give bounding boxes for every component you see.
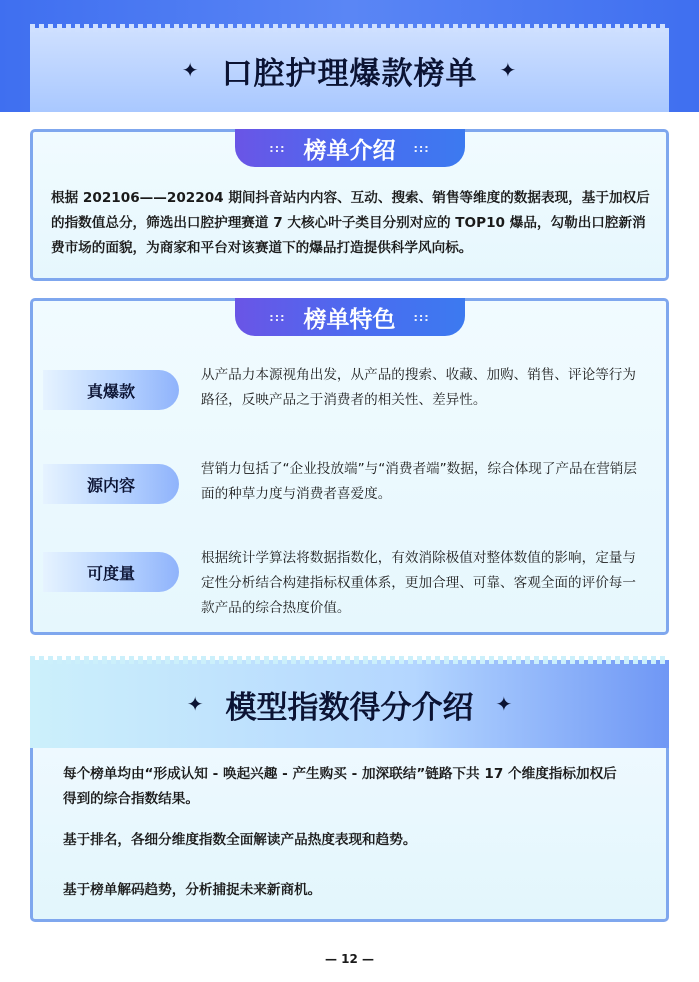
header-banner — [0, 0, 699, 112]
page-title-row — [30, 28, 669, 112]
model-section-header — [30, 660, 669, 748]
features-label-pill — [235, 298, 465, 336]
intro-label-pill — [235, 129, 465, 167]
feature-tag: 真爆款 — [43, 370, 179, 410]
model-paragraph: 每个榜单均由“形成认知 - 唤起兴趣 - 产生购买 - 加深联结”链路下共 17 个维度指标加权后得到的综合指数结果。 — [63, 766, 617, 807]
model-paragraph: 基于排名，各细分维度指数全面解读产品热度表现和趋势。 — [63, 832, 417, 848]
model-title: 模型指数得分介绍 — [225, 689, 474, 726]
sparkle-icon: ✦ — [181, 58, 200, 82]
sparkle-icon: ✦ — [186, 692, 204, 716]
dots-icon: ::: — [413, 310, 430, 324]
header-title-panel — [30, 28, 669, 112]
features-label: 榜单特色 — [303, 306, 396, 333]
feature-description: 根据统计学算法将数据指数化，有效消除极值对整体数值的影响，定量与定性分析结合构建指标权重体系，更加合理、可靠、客观全面的评价每一款产品的综合热度价值。 — [201, 550, 636, 616]
intro-text: 根据 202106——202204 期间抖音站内内容、互动、搜索、销售等维度的数据表现，基于加权后的指数值总分，筛选出口腔护理赛道 7 大核心叶子类目分别对应的 TOP10 爆品，勾勒出口腔新消费市场的面貌，为商家和平台对该赛道下的爆品打造提供科学风向标。 — [51, 190, 650, 256]
dots-icon: ::: — [413, 141, 430, 155]
sparkle-icon: ✦ — [495, 692, 513, 716]
intro-label: 榜单介绍 — [303, 137, 396, 164]
feature-description: 营销力包括了“企业投放端”与“消费者端”数据，综合体现了产品在营销层面的种草力度与消费者喜爱度。 — [201, 461, 637, 502]
model-paragraph: 基于榜单解码趋势，分析捕捉未来新商机。 — [63, 882, 322, 898]
dots-icon: ::: — [269, 310, 286, 324]
intro-card — [30, 129, 669, 281]
feature-tag: 可度量 — [43, 552, 179, 592]
dots-icon: ::: — [269, 141, 286, 155]
model-title-row — [30, 660, 669, 748]
feature-tag: 源内容 — [43, 464, 179, 504]
page-title: 口腔护理爆款榜单 — [221, 55, 478, 92]
page-number: — 12 — — [324, 952, 375, 966]
model-body — [30, 748, 669, 922]
feature-description: 从产品力本源视角出发，从产品的搜索、收藏、加购、销售、评论等行为路径，反映产品之于消费者的相关性、差异性。 — [201, 367, 636, 408]
sparkle-icon: ✦ — [499, 58, 518, 82]
features-card — [30, 298, 669, 635]
